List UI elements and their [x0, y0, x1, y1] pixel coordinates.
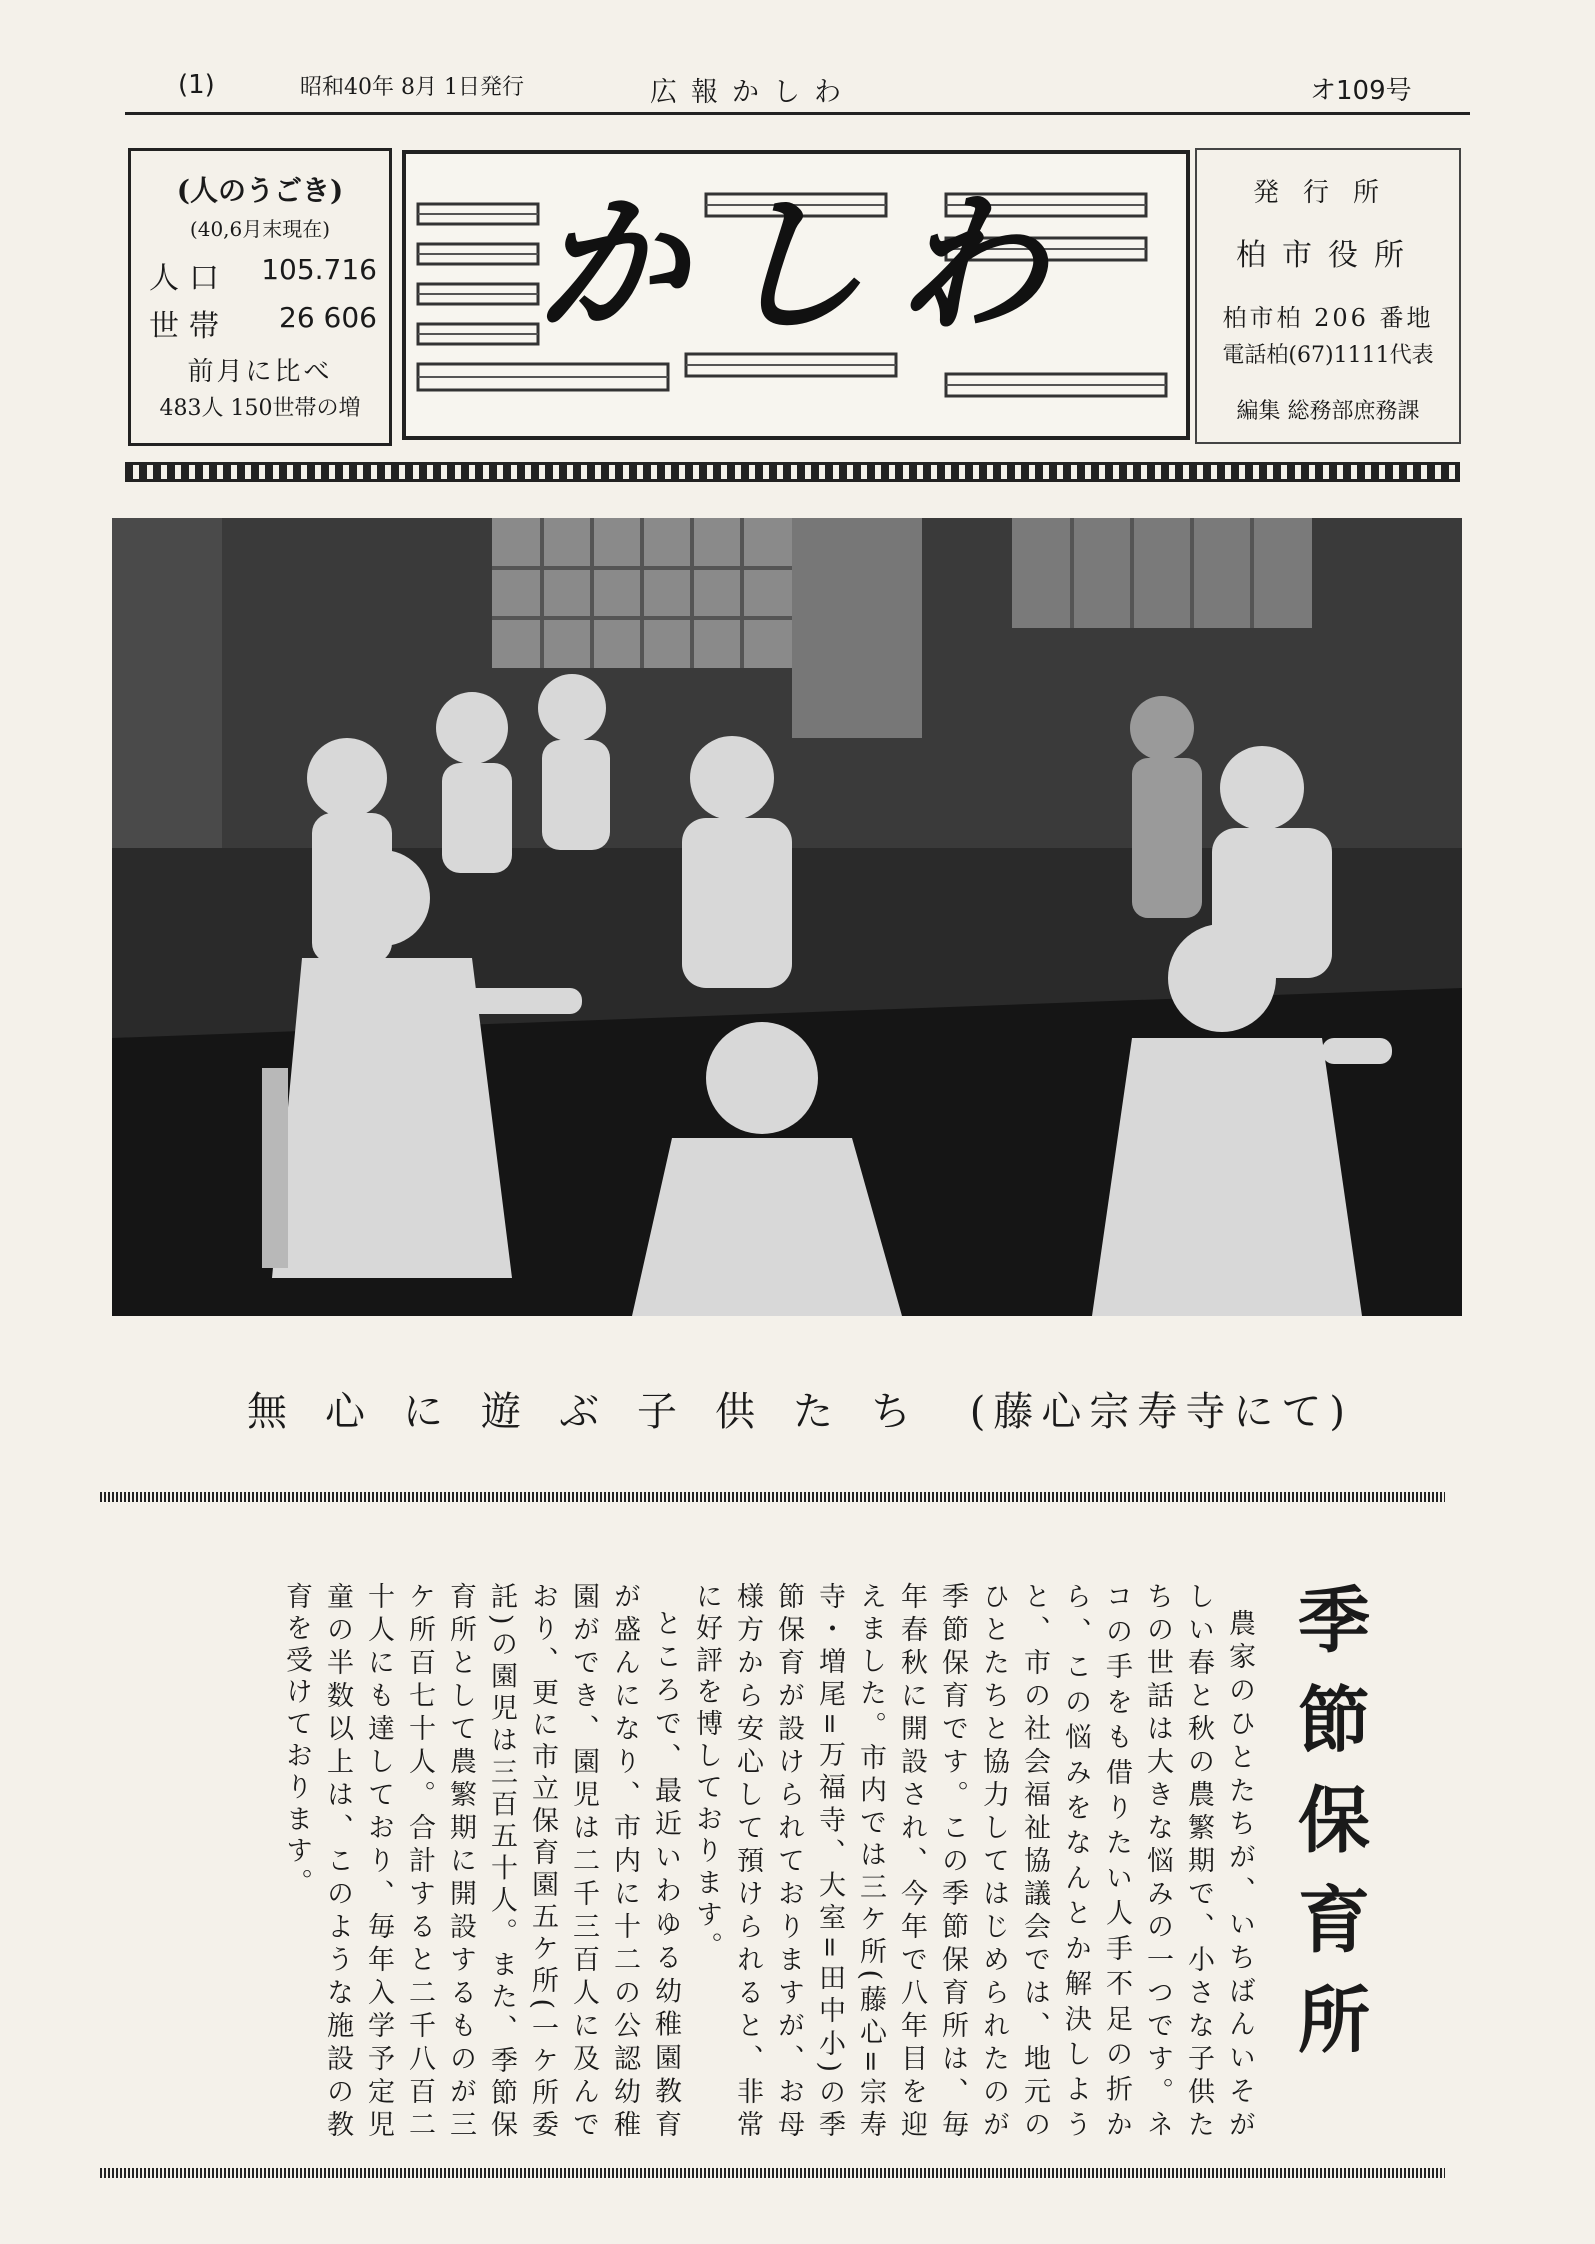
stats-as-of: (40,6月末現在)	[189, 217, 331, 241]
article-title: 季節保育所	[1286, 1582, 1371, 2082]
stats-title: (人のうごき)	[176, 174, 344, 207]
publisher-address: 柏市柏 206 番地	[1222, 304, 1434, 332]
households-label: 世帯	[149, 309, 229, 344]
photo-illustration	[112, 518, 1462, 1316]
publisher-label: 発行所	[1252, 178, 1403, 208]
issue-date: 昭和40年 8月 1日発行	[300, 75, 524, 100]
population-value: 105.716	[261, 253, 377, 286]
photo-caption	[200, 1380, 1400, 1437]
paper-name: 広報かしわ	[650, 77, 855, 108]
population-row	[149, 253, 377, 297]
header-rule	[125, 112, 1470, 115]
running-header	[130, 64, 1460, 108]
publisher-editor: 編集 総務部庶務課	[1236, 399, 1420, 424]
masthead-logo	[402, 150, 1190, 440]
page-number: (1)	[178, 70, 215, 100]
stats-increase: 483人 150世帯の増	[159, 396, 361, 421]
households-row	[149, 301, 377, 345]
section-divider-bottom	[100, 2168, 1445, 2178]
publisher-box	[1195, 148, 1461, 444]
article-paragraph: 農家のひとたちが、いちばんいそがしい春と秋の農繁期で、小さな子供たちの世話は大きな悩みの一つです。ネコの手をも借りたい人手不足の折から、この悩みをなんとか解決しようと、市の社会福祉協議会では、地元のひとたちと協力してはじめられたのが季節保育です。この季節保育所は、毎年春秋に開設され、今年で八年目を迎えました。市内では三ケ所(藤心=宗寿寺・増尾=万福寺、大室=田中小)の季節保育が設けられておりますが、お母様方から安心して預けられると、非常に好評を博しております。	[691, 1582, 1255, 2142]
article-body	[140, 1582, 1260, 2142]
publisher-office: 柏市役所	[1236, 238, 1420, 273]
section-divider-top	[100, 1492, 1445, 1502]
population-label: 人口	[149, 261, 229, 296]
population-stats-box	[128, 148, 392, 446]
stats-compare: 前月に比べ	[187, 357, 333, 387]
publisher-phone: 電話柏(67)1111代表	[1222, 343, 1434, 368]
children-photo	[112, 518, 1462, 1316]
issue-number: オ109号	[1310, 76, 1412, 106]
masthead-title: かしわ	[535, 177, 1076, 353]
caption-location: (藤心宗寿寺にて)	[969, 1389, 1353, 1435]
households-value: 26 606	[279, 301, 377, 334]
caption-main: 無心に遊ぶ子供たち	[247, 1389, 950, 1435]
decorative-band	[125, 462, 1460, 482]
article-paragraph: ところで、最近いわゆる幼稚園教育が盛んになり、市内に十二の公認幼稚園ができ、園児は二千三百人に及んでおり、更に市立保育園五ケ所(一ケ所委託)の園児は三百五十人。また、季節保育所として農繁期に開設するものが三ケ所百七十人。合計すると二千八百二十人にも達しており、毎年入学予定児童の半数以上は、このような施設の教育を受けております。	[281, 1582, 681, 2142]
